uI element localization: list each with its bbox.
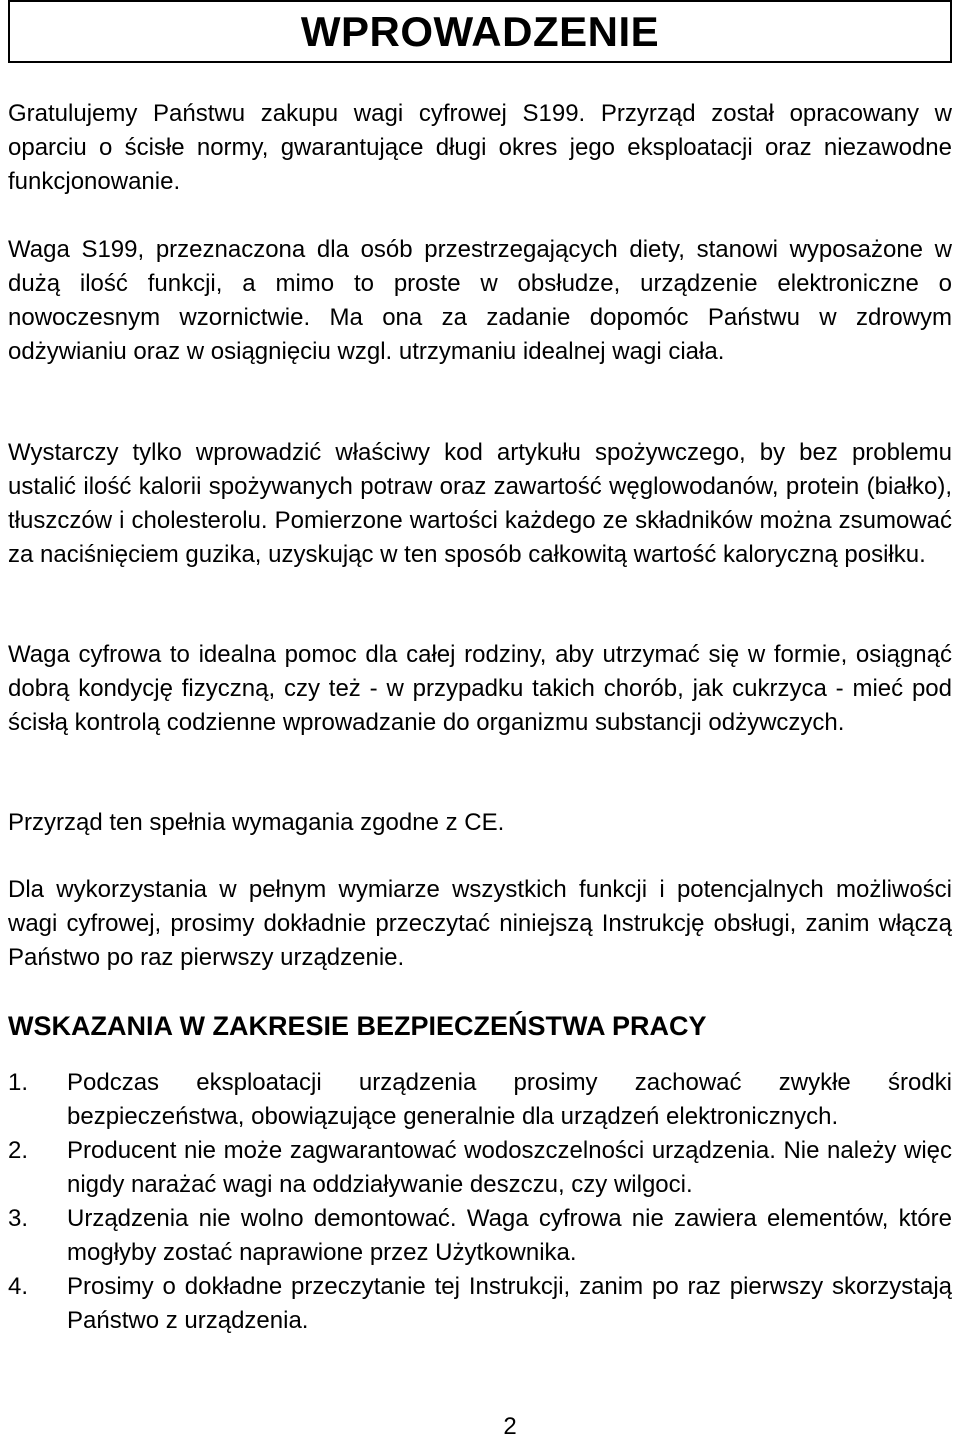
intro-paragraph-2: Waga S199, przeznaczona dla osób przestrzegających diety, stanowi wyposażone w dużą ilość funkcji, a mimo to proste w obsłudze, urządzenie elektroniczne o nowoczesnym wzornictwie. Ma ona za zadanie dopomóc Państwu w zdrowym odżywianiu oraz w osiągnięciu wzgl. utrzymaniu idealnej wagi ciała. xyxy=(8,236,952,365)
page-number: 2 xyxy=(503,1413,517,1440)
manual-page xyxy=(8,0,952,1440)
page-title: WPROWADZENIE xyxy=(8,0,952,63)
list-item-text: Podczas eksploatacji urządzenia prosimy zachować zwykłe środki bezpieczeństwa, obowiązujące generalnie dla urządzeń elektronicznych. xyxy=(67,1069,952,1130)
list-item-number: 2. xyxy=(8,1137,29,1164)
intro-paragraph-1: Gratulujemy Państwu zakupu wagi cyfrowej S199. Przyrząd został opracowany w oparciu o ścisłe normy, gwarantujące długi okres jego eksploatacji oraz niezawodne funkcjonowanie. xyxy=(8,100,952,195)
list-item-number: 3. xyxy=(8,1205,29,1232)
safety-list xyxy=(8,1066,952,1338)
intro-paragraph-5: Przyrząd ten spełnia wymagania zgodne z CE. xyxy=(8,809,505,836)
list-item-number: 4. xyxy=(8,1273,29,1300)
list-item xyxy=(8,1202,952,1270)
list-item-text: Urządzenia nie wolno demontować. Waga cyfrowa nie zawiera elementów, które mogłyby zostać naprawione przez Użytkownika. xyxy=(67,1205,952,1266)
intro-paragraph-6: Dla wykorzystania w pełnym wymiarze wszystkich funkcji i potencjalnych możliwości wagi cyfrowej, prosimy dokładnie przeczytać niniejszą Instrukcję obsługi, zanim włączą Państwo po raz pierwszy urządzenie. xyxy=(8,876,952,971)
intro-paragraph-4: Waga cyfrowa to idealna pomoc dla całej rodziny, aby utrzymać się w formie, osiągnąć dobrą kondycję fizyczną, czy też - w przypadku takich chorób, jak cukrzyca - mieć pod ścisłą kontrolą codzienne wprowadzanie do organizmu substancji odżywczych. xyxy=(8,641,952,736)
list-item-text: Prosimy o dokładne przeczytanie tej Instrukcji, zanim po raz pierwszy skorzystają Państwo z urządzenia. xyxy=(67,1273,952,1334)
list-item-text: Producent nie może zagwarantować wodoszczelności urządzenia. Nie należy więc nigdy narażać wagi na oddziaływanie deszczu, czy wilgoci. xyxy=(67,1137,952,1198)
list-item-number: 1. xyxy=(8,1069,29,1096)
list-item xyxy=(8,1134,952,1202)
intro-paragraph-3: Wystarczy tylko wprowadzić właściwy kod artykułu spożywczego, by bez problemu ustalić ilość kalorii spożywanych potraw oraz zawartość węglowodanów, protein (białko), tłuszczów i cholesterolu. Pomierzone wartości każdego ze składników można zsumować za naciśnięciem guzika, uzyskując w ten sposób całkowitą wartość kaloryczną posiłku. xyxy=(8,439,952,568)
list-item xyxy=(8,1066,952,1134)
safety-heading: WSKAZANIA W ZAKRESIE BEZPIECZEŃSTWA PRACY xyxy=(8,1011,707,1041)
list-item xyxy=(8,1270,952,1338)
